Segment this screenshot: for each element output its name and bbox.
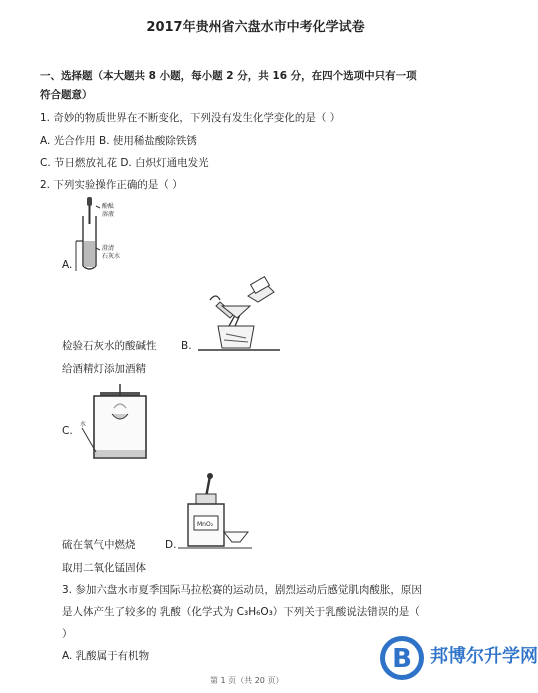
q2-option-b-caption: 给酒精灯添加酒精 [62, 363, 146, 375]
q1-options-ab: A. 光合作用 B. 使用稀盐酸除铁锈 [40, 135, 197, 147]
page-footer: 第 1 页（共 20 页） [210, 676, 284, 685]
q3-stem-line1: 3. 参加六盘水市夏季国际马拉松赛的运动员，剧烈运动后感觉肌肉酸胀，原因 [62, 584, 422, 596]
figure-d-reagent-bottle [178, 472, 254, 552]
q1-stem: 1. 奇妙的物质世界在不断变化，下列没有发生化学变化的是（ ） [40, 112, 341, 124]
q1-options-cd: C. 节日燃放礼花 D. 白炽灯通电发光 [40, 157, 209, 169]
q2-option-d-caption: 取用二氧化锰固体 [62, 562, 146, 574]
q2-option-b-letter: B. [181, 340, 192, 352]
site-logo [378, 628, 538, 690]
figure-a-label-4: 石灰水 [102, 253, 121, 260]
figure-a-label-1: 酚酞 [102, 203, 115, 210]
figure-d-label: MnO₂ [197, 521, 214, 528]
section-heading-line1: 一、选择题（本大题共 8 小题，每小题 2 分，共 16 分，在四个选项中只有一项 [40, 70, 417, 82]
figure-c-label: 水 [80, 421, 87, 428]
section-heading-line2: 符合题意） [40, 89, 93, 101]
figure-a-dropper-test-tube [62, 196, 132, 272]
q2-option-c-letter: C. [62, 425, 73, 437]
q2-option-c-caption: 硫在氧气中燃烧 [62, 539, 136, 551]
site-logo-text: 邦博尔升学网 [430, 646, 538, 667]
page-title: 2017年贵州省六盘水市中考化学试卷 [146, 20, 365, 35]
q3-stem-line2: 是人体产生了较多的 乳酸（化学式为 C₃H₆O₃）下列关于乳酸说法错误的是（ [62, 606, 420, 618]
site-logo-mark: B [392, 644, 412, 674]
q3-option-a: A. 乳酸属于有机物 [62, 650, 150, 662]
figure-a-label-3: 澄清 [102, 245, 115, 252]
figure-c-gas-jar [78, 382, 158, 464]
q2-option-a-letter: A. [62, 259, 73, 271]
site-logo-mark-icon [378, 634, 426, 682]
figure-b-alcohol-lamp [196, 278, 282, 354]
q2-option-a-caption: 检验石灰水的酸碱性 [62, 340, 157, 352]
q2-option-d-letter: D. [165, 539, 177, 551]
q2-stem: 2. 下列实验操作正确的是（ ） [40, 179, 183, 191]
q3-stem-line3: ） [62, 628, 73, 640]
figure-a-label-2: 溶液 [102, 211, 115, 218]
